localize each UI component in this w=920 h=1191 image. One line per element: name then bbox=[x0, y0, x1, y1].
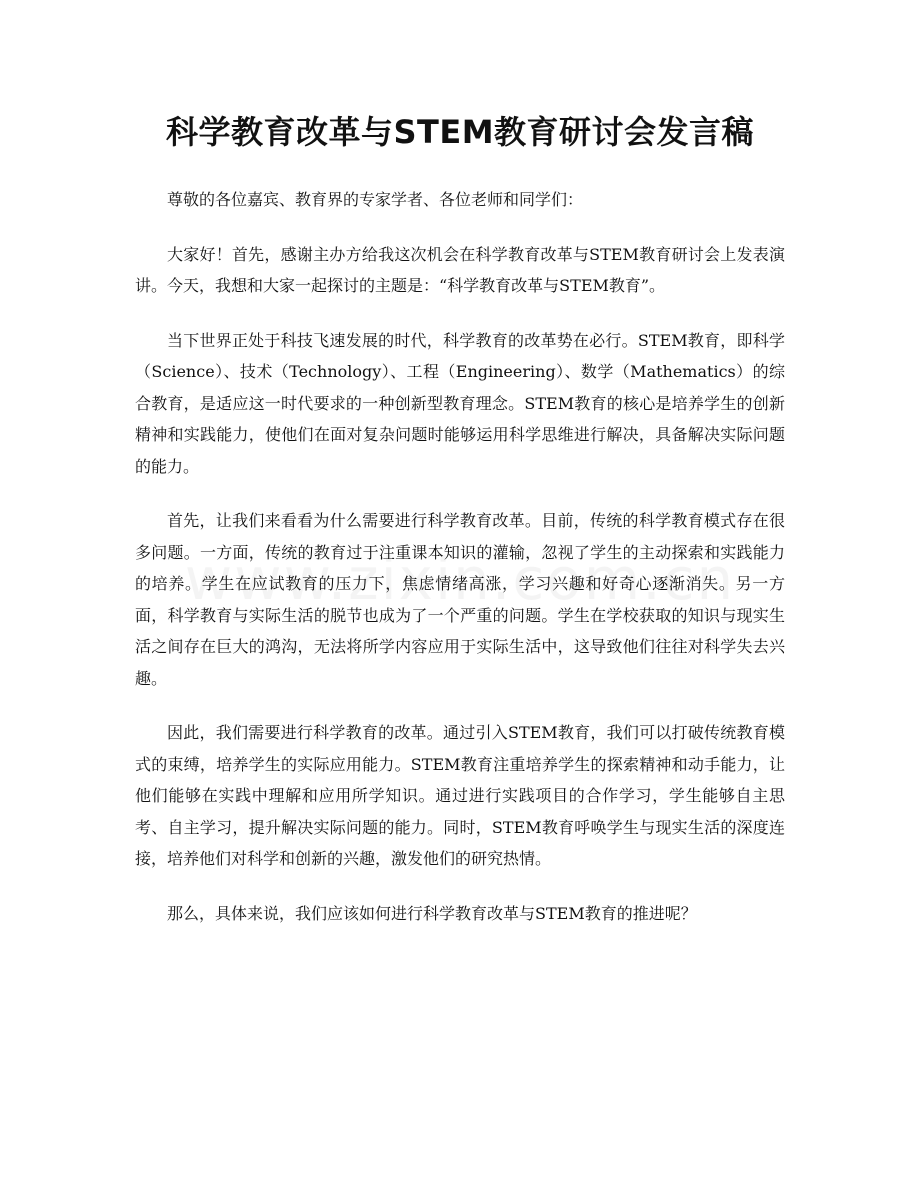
paragraph-reform-approach: 因此，我们需要进行科学教育的改革。通过引入STEM教育，我们可以打破传统教育模式的束缚，培养学生的实际应用能力。STEM教育注重培养学生的探索精神和动手能力，让他们能够在实践中理解和应用所学知识。通过进行实践项目的合作学习，学生能够自主思考、自主学习，提升解决实际问题的能力。同时，STEM教育呼唤学生与现实生活的深度连接，培养他们对科学和创新的兴趣，激发他们的研究热情。 bbox=[135, 723, 785, 868]
paragraph-reform-reasons: 首先，让我们来看看为什么需要进行科学教育改革。目前，传统的科学教育模式存在很多问题。一方面，传统的教育过于注重课本知识的灌输，忽视了学生的主动探索和实践能力的培养。学生在应试教育的压力下，焦虑情绪高涨，学习兴趣和好奇心逐渐消失。另一方面，科学教育与实际生活的脱节也成为了一个严重的问题。学生在学校获取的知识与现实生活之间存在巨大的鸿沟，无法将所学内容应用于实际生活中，这导致他们往往对科学失去兴趣。 bbox=[135, 511, 785, 688]
paragraph-salutation: 尊敬的各位嘉宾、教育界的专家学者、各位老师和同学们： bbox=[167, 190, 584, 209]
paragraph-greeting: 大家好！首先，感谢主办方给我这次机会在科学教育改革与STEM教育研讨会上发表演讲。今天，我想和大家一起探讨的主题是：“科学教育改革与STEM教育”。 bbox=[135, 244, 785, 295]
document-title: 科学教育改革与STEM教育研讨会发言稿 bbox=[165, 113, 755, 151]
document-body bbox=[135, 184, 785, 952]
paragraph-stem-intro: 当下世界正处于科技飞速发展的时代，科学教育的改革势在必行。STEM教育，即科学（Science）、技术（Technology）、工程（Engineering）、数学（Mathematics）的综合教育，是适应这一时代要求的一种创新型教育理念。STEM教育的核心是培养学生的创新精神和实践能力，使他们在面对复杂问题时能够运用科学思维进行解决，具备解决实际问题的能力。 bbox=[135, 330, 785, 476]
paragraph-question: 那么，具体来说，我们应该如何进行科学教育改革与STEM教育的推进呢？ bbox=[167, 903, 697, 923]
